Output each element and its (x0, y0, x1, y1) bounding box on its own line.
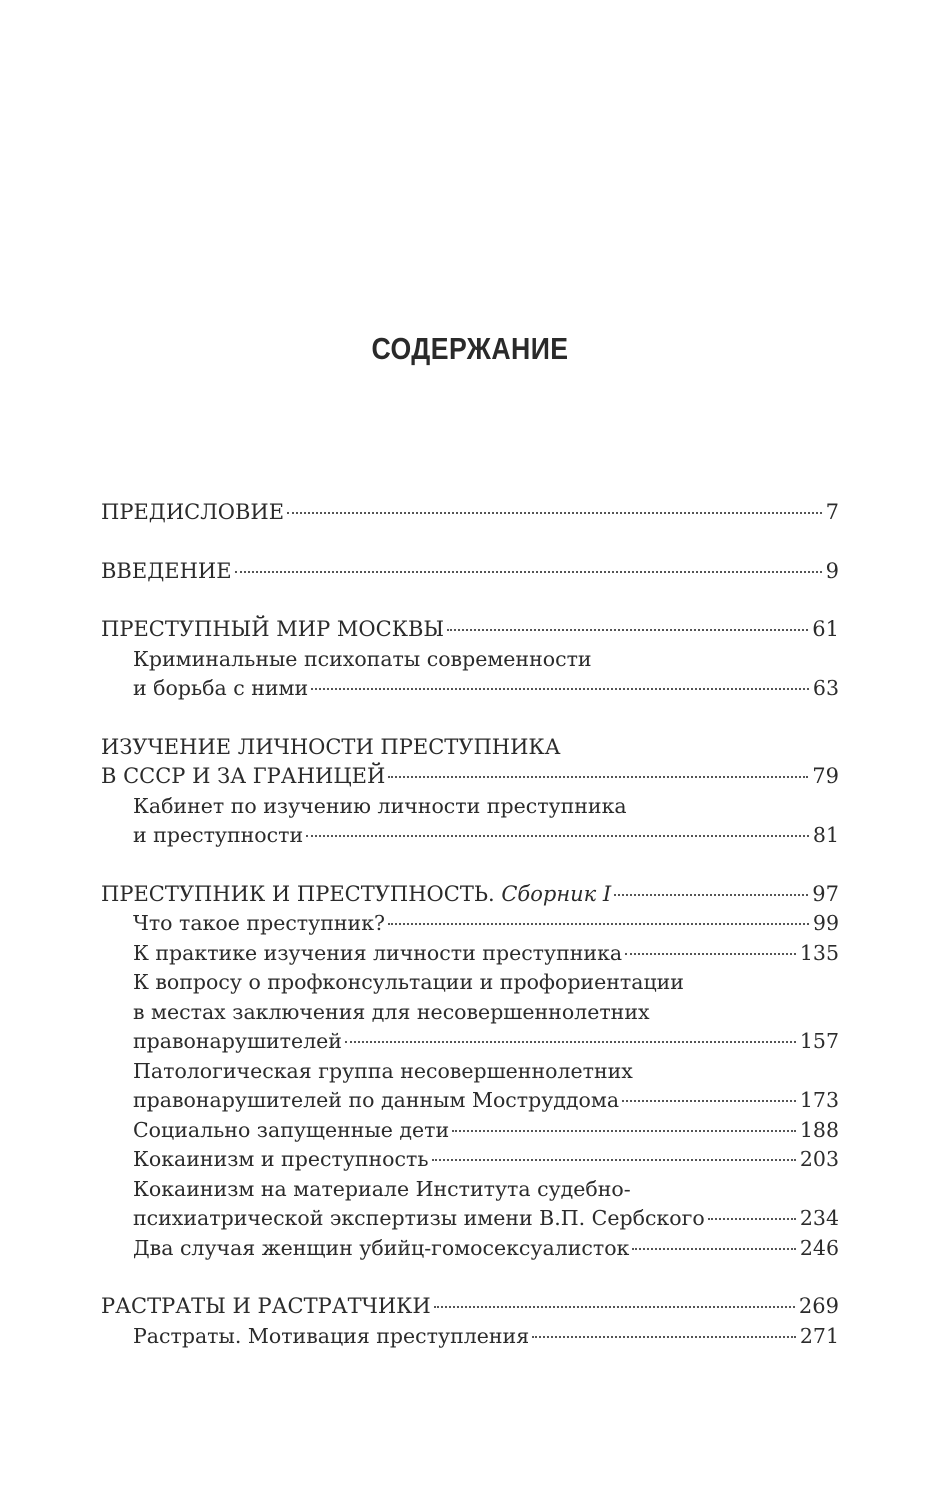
toc-subentry-title: и преступности (133, 823, 304, 847)
toc-page-number: 135 (799, 940, 839, 965)
dot-leader (306, 835, 809, 837)
toc-entry-criminal-personality-study[interactable] (101, 762, 839, 792)
dot-leader (287, 512, 822, 514)
toc-page-number: 157 (799, 1029, 839, 1053)
dot-leader (632, 1248, 796, 1250)
toc-page-number: 269 (798, 1294, 839, 1318)
toc-page-number: 97 (812, 881, 839, 906)
toc-entry-preface[interactable] (101, 498, 839, 528)
toc-entry-title: ВВЕДЕНИЕ (101, 558, 232, 583)
toc-subentry-title: и борьба с ними (133, 676, 309, 700)
toc-page-number: 234 (799, 1206, 839, 1230)
dot-leader (708, 1218, 796, 1220)
toc-subentry-cocainism-crime[interactable] (101, 1145, 839, 1175)
toc-subentry-title: Растраты. Мотивация преступления (133, 1323, 530, 1348)
toc-subentry-title: Кокаинизм на материале Института судебно- (133, 1176, 631, 1201)
toc-page-number: 81 (812, 823, 839, 847)
toc-entry-title: ПРЕДИСЛОВИЕ (101, 500, 285, 524)
toc-subentry-career-guidance[interactable] (101, 1027, 839, 1057)
dot-leader (622, 1100, 796, 1102)
toc-subentry-what-is-criminal[interactable] (101, 909, 839, 939)
toc-subentry-title: в местах заключения для несовершеннолетних (133, 999, 650, 1024)
toc-subentry-title: К практике изучения личности преступника (133, 940, 623, 965)
toc-subentry-practice[interactable] (101, 939, 839, 969)
toc-subentry-title: Два случая женщин убийц-гомосексуалисток (133, 1235, 630, 1260)
toc-entry-note: Сборник I (501, 881, 612, 906)
dot-leader (447, 629, 808, 631)
toc-entry-criminal-and-crime[interactable] (101, 880, 839, 910)
toc-subentry-title: Кокаинизм и преступность (133, 1147, 429, 1171)
dot-leader (625, 953, 796, 955)
toc-entry-title: ИЗУЧЕНИЕ ЛИЧНОСТИ ПРЕСТУПНИКА (101, 734, 561, 759)
toc-subentry-line[interactable] (101, 645, 839, 675)
toc-page-number: 203 (799, 1147, 839, 1171)
toc-subentry-two-cases[interactable] (101, 1234, 839, 1264)
toc-entry-moscow-criminal-world[interactable] (101, 615, 839, 645)
toc-entry-title: ПРЕСТУПНЫЙ МИР МОСКВЫ (101, 617, 445, 641)
toc-subentry-pathological-group[interactable] (101, 1086, 839, 1116)
toc-subentry-title: правонарушителей (133, 1029, 342, 1053)
toc-page-number: 188 (799, 1117, 839, 1142)
toc-subentry-criminal-psychopaths[interactable] (101, 674, 839, 704)
dot-leader (311, 688, 809, 690)
toc-subentry-title: Криминальные психопаты современности (133, 646, 592, 671)
toc-subentry-title: Кабинет по изучению личности преступника (133, 793, 627, 818)
toc-subentry-embezzlement-motivation[interactable] (101, 1322, 839, 1352)
toc-subentry-cocainism-serbsky[interactable] (101, 1204, 839, 1234)
toc-subentry-line[interactable] (101, 792, 839, 822)
toc-subentry-line[interactable] (101, 1057, 839, 1087)
toc-subentry-title: Социально запущенные дети (133, 1117, 450, 1142)
toc-entry-title: РАСТРАТЫ И РАСТРАТЧИКИ (101, 1294, 431, 1318)
toc-page-number: 63 (812, 676, 839, 700)
toc-entry-title: В СССР И ЗА ГРАНИЦЕЙ (101, 764, 386, 788)
toc-entry-title: ПРЕСТУПНИК И ПРЕСТУПНОСТЬ. Сборник I (101, 881, 612, 906)
toc-subentry-line[interactable] (101, 998, 839, 1028)
toc-subentry-title: Патологическая группа несовершеннолетних (133, 1058, 633, 1083)
toc-page-number: 173 (799, 1088, 839, 1112)
toc-subentry-title: Что такое преступник? (133, 911, 386, 935)
toc-page-number: 99 (812, 911, 839, 935)
toc-subentry-line[interactable] (101, 1175, 839, 1205)
dot-leader (388, 776, 808, 778)
toc-page-number: 246 (799, 1235, 839, 1260)
toc-subentry-title: К вопросу о профконсультации и профориентации (133, 970, 684, 994)
toc-page-number: 61 (812, 617, 839, 641)
toc-subentry-neglected-children[interactable] (101, 1116, 839, 1146)
toc-entry-line[interactable] (101, 733, 839, 763)
toc-subentry-title: правонарушителей по данным Моструддома (133, 1088, 620, 1112)
page-title: СОДЕРЖАНИЕ (371, 331, 569, 366)
dot-leader (388, 923, 809, 925)
dot-leader (452, 1130, 796, 1132)
dot-leader (434, 1306, 795, 1308)
dot-leader (432, 1159, 796, 1161)
toc-entry-introduction[interactable] (101, 557, 839, 587)
toc-entry-embezzlement[interactable] (101, 1292, 839, 1322)
toc-page-number: 271 (799, 1323, 839, 1348)
dot-leader (345, 1041, 796, 1043)
toc-subentry-cabinet[interactable] (101, 821, 839, 851)
dot-leader (614, 894, 808, 896)
toc-page-number: 9 (825, 558, 839, 583)
toc-subentry-line[interactable] (101, 968, 839, 998)
dot-leader (532, 1336, 796, 1338)
toc-subentry-title: психиатрической экспертизы имени В.П. Сербского (133, 1206, 705, 1230)
dot-leader (235, 571, 822, 573)
toc-page-number: 79 (812, 764, 839, 788)
table-of-contents (101, 498, 839, 1351)
toc-page-number: 7 (825, 500, 839, 524)
